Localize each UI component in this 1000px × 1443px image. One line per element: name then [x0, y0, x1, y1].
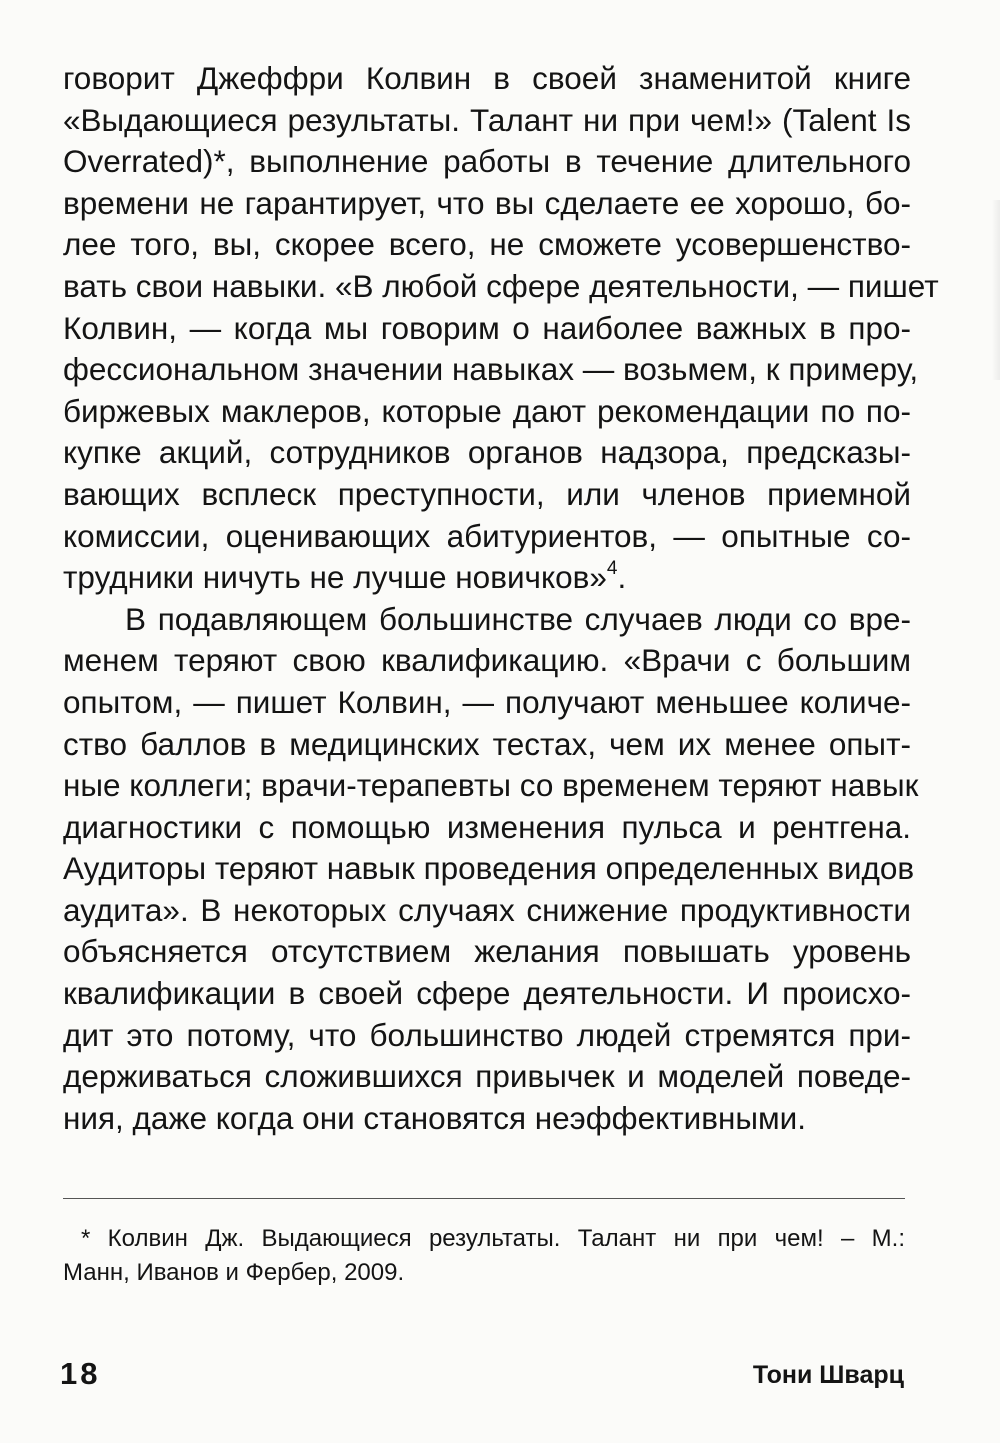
body-line: диагностики с помощью изменения пульса и рентгена.	[63, 808, 911, 845]
body-line: «Выдающиеся результаты. Талант ни при чем!» (Talent Is	[63, 101, 911, 138]
body-text	[63, 58, 939, 1139]
body-line: держиваться сложившихся привычек и моделей поведе-	[63, 1058, 911, 1095]
footnote-line: Манн, Иванов и Фербер, 2009.	[63, 1259, 405, 1286]
body-line: ные коллеги; врачи-терапевты со временем теряют навык	[63, 767, 919, 804]
footnote-divider	[63, 1198, 905, 1199]
body-line: времени не гарантирует, что вы сделаете ее хорошо, бо-	[63, 184, 911, 221]
body-line: Аудиторы теряют навык проведения определенных видов	[63, 850, 915, 887]
page-edge-shadow	[992, 200, 1000, 380]
body-line: комиссии, оценивающих абитуриентов, — опытные со-	[63, 517, 911, 554]
body-line: дит это потому, что большинство людей стремятся при-	[63, 1016, 911, 1053]
body-line: фессиональном значении навыках — возьмем, к примеру,	[63, 351, 919, 388]
body-line: Overrated)*, выполнение работы в течение длительного	[63, 143, 911, 180]
paragraph-end-line	[63, 557, 911, 599]
body-line: опытом, — пишет Колвин, — получают меньшее количе-	[63, 683, 911, 720]
body-line: вать свои навыки. «В любой сфере деятельности, — пишет	[63, 267, 939, 304]
body-line-text: трудники ничуть не лучше новичков»	[63, 559, 607, 596]
paragraph-start-line: В подавляющем большинстве случаев люди со вре-	[125, 600, 911, 637]
body-line: менем теряют свою квалификацию. «Врачи с большим	[63, 642, 911, 679]
body-line: аудита». В некоторых случаях снижение продуктивности	[63, 891, 911, 928]
body-line: Колвин, — когда мы говорим о наиболее важных в про-	[63, 309, 911, 346]
body-line: биржевых маклеров, которые дают рекомендации по по-	[63, 392, 911, 429]
running-footer-author: Тони Шварц	[752, 1361, 904, 1389]
footnote	[63, 1222, 905, 1290]
footnote-line: * Колвин Дж. Выдающиеся результаты. Талант ни при чем! – М.:	[81, 1225, 905, 1252]
body-line: купке акций, сотрудников органов надзора, предсказы-	[63, 434, 911, 471]
endnote-reference: 4	[606, 558, 618, 580]
page-number: 18	[60, 1356, 101, 1391]
body-line: ство баллов в медицинских тестах, чем их менее опыт-	[63, 725, 911, 762]
body-line: лее того, вы, скорее всего, не сможете усовершенство-	[63, 226, 911, 263]
body-line: объясняется отсутствием желания повышать уровень	[63, 933, 911, 970]
body-line: вающих всплеск преступности, или членов приемной	[63, 475, 911, 512]
body-line: квалификации в своей сфере деятельности. И происхо-	[63, 975, 911, 1012]
body-line: говорит Джеффри Колвин в своей знаменитой книге	[63, 60, 911, 96]
paragraph-end-line: ния, даже когда они становятся неэффективными.	[63, 1099, 807, 1136]
sentence-period: .	[617, 559, 627, 596]
